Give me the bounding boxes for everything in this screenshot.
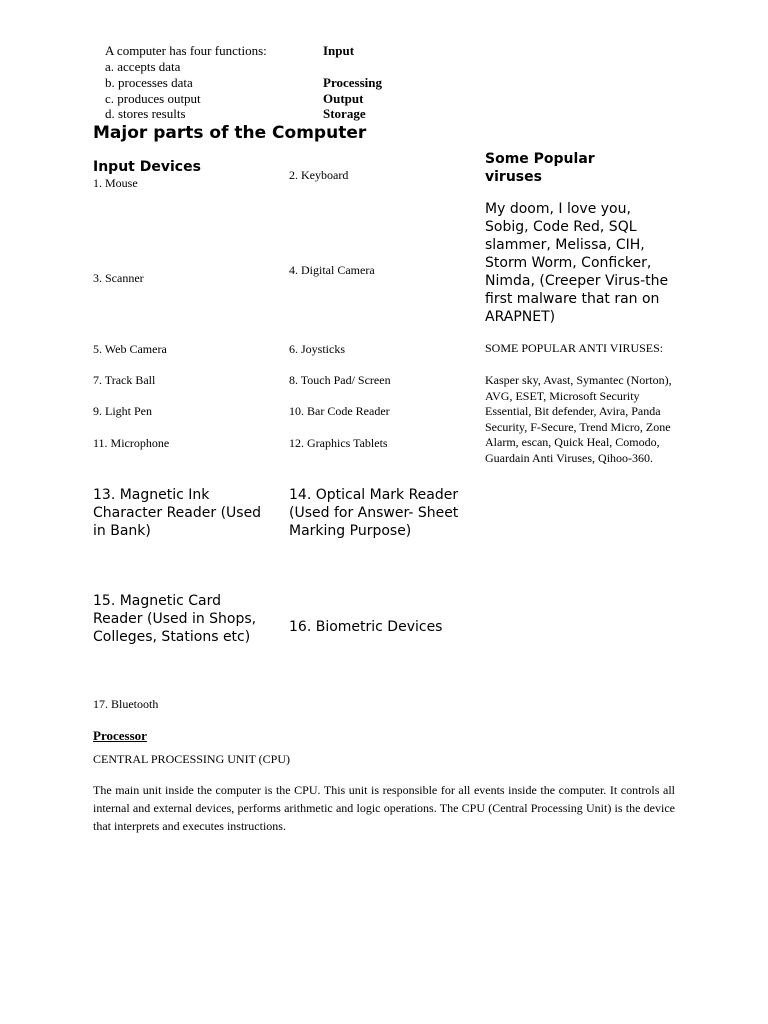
list-item: 10. Bar Code Reader xyxy=(289,404,390,418)
functions-row xyxy=(105,91,505,107)
functions-row xyxy=(105,106,505,122)
input-devices-heading: Input Devices xyxy=(93,159,201,175)
list-item: 9. Light Pen xyxy=(93,404,152,418)
list-item: 3. Scanner xyxy=(93,271,144,285)
list-item: 14. Optical Mark Reader (Used for Answer- Sheet Marking Purpose) xyxy=(289,487,459,539)
function-storage: Storage xyxy=(323,106,366,121)
functions-row xyxy=(105,75,505,91)
viruses-list: My doom, I love you, Sobig, Code Red, SQL slammer, Melissa, CIH, Storm Worm, Conficker, Nimda, (Creeper Virus-the first malware that ran on ARAPNET) xyxy=(485,201,669,325)
list-item: 15. Magnetic Card Reader (Used in Shops, Colleges, Stations etc) xyxy=(93,593,257,645)
list-item: 7. Track Ball xyxy=(93,373,156,387)
cpu-paragraph: The main unit inside the computer is the CPU. This unit is responsible for all events inside the computer. It controls all internal and external devices, performs arithmetic and logic operations. The CPU (Central Processing Unit) is the device that interprets and executes instructions. xyxy=(93,783,675,833)
list-item: 13. Magnetic Ink Character Reader (Used in Bank) xyxy=(93,487,262,539)
list-item: 5. Web Camera xyxy=(93,342,167,356)
functions-row xyxy=(105,59,505,75)
list-item: 17. Bluetooth xyxy=(93,697,159,711)
function-accepts: a. accepts data xyxy=(105,59,181,74)
list-item: 16. Biometric Devices xyxy=(289,619,443,635)
antiviruses-list: Kasper sky, Avast, Symantec (Norton), AVG, ESET, Microsoft Security Essential, Bit defender, Avira, Panda Security, F-Secure, Trend Micro, Zone Alarm, escan, Quick Heal, Comodo, Guardain Anti Viruses, Qihoo-360. xyxy=(485,373,672,465)
list-item: 4. Digital Camera xyxy=(289,263,375,277)
function-processes: b. processes data xyxy=(105,75,193,90)
list-item: 8. Touch Pad/ Screen xyxy=(289,373,391,387)
function-output: Output xyxy=(323,91,364,106)
processor-heading: Processor xyxy=(93,728,147,743)
function-stores: d. stores results xyxy=(105,106,186,121)
page-title: Major parts of the Computer xyxy=(93,123,367,143)
cpu-subheading: CENTRAL PROCESSING UNIT (CPU) xyxy=(93,752,291,766)
viruses-heading: Some Popular viruses xyxy=(485,151,595,185)
function-produces: c. produces output xyxy=(105,91,201,106)
function-processing: Processing xyxy=(323,75,382,90)
functions-intro: A computer has four functions: xyxy=(105,43,267,58)
list-item: 12. Graphics Tablets xyxy=(289,436,388,450)
list-item: 1. Mouse xyxy=(93,176,138,190)
list-item: 2. Keyboard xyxy=(289,168,349,182)
antiviruses-heading: SOME POPULAR ANTI VIRUSES: xyxy=(485,341,664,355)
function-input: Input xyxy=(323,43,355,58)
list-item: 6. Joysticks xyxy=(289,342,346,356)
functions-row xyxy=(105,43,505,59)
list-item: 11. Microphone xyxy=(93,436,170,450)
